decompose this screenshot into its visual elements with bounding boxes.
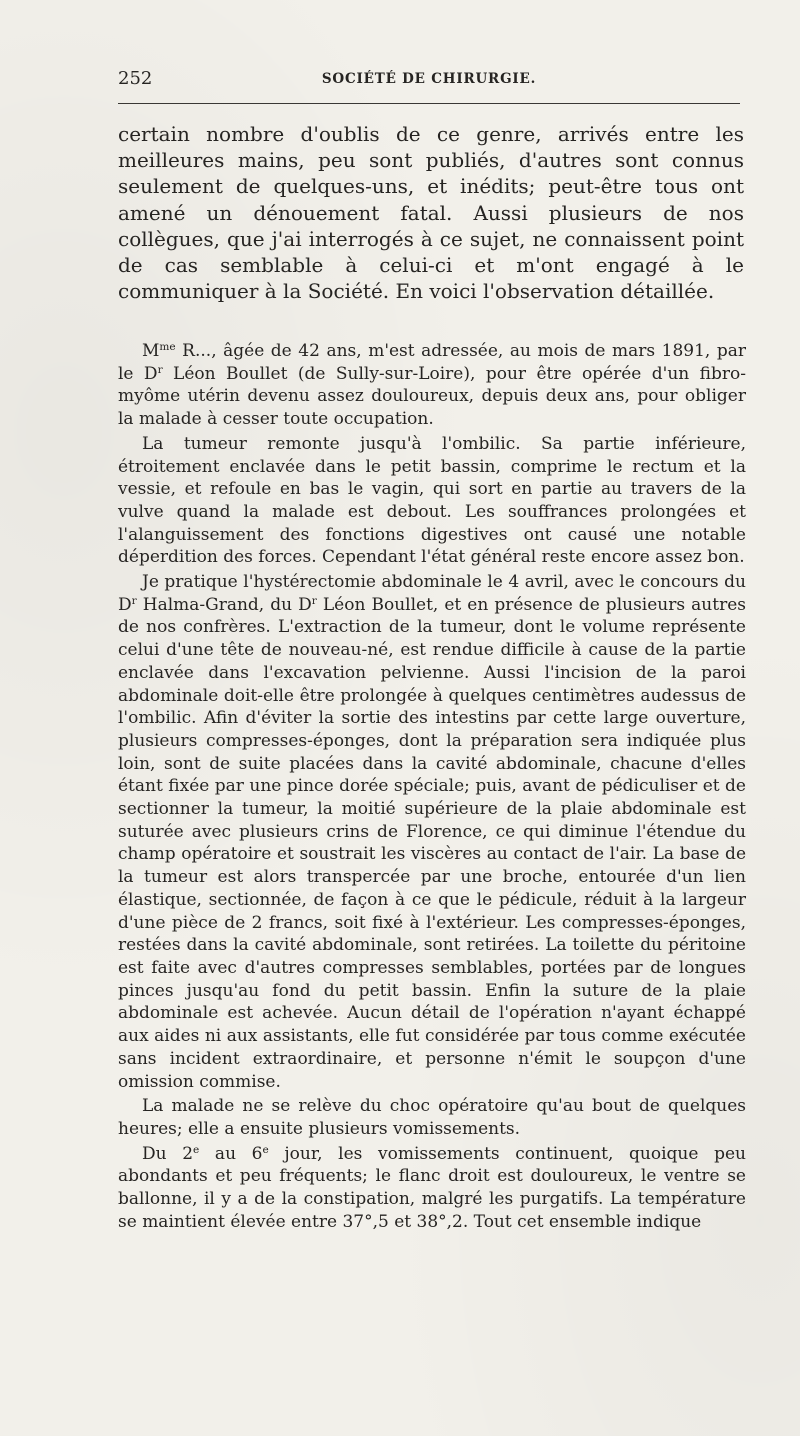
running-title: SOCIÉTÉ DE CHIRURGIE. xyxy=(321,71,537,87)
observation-paragraph-5 xyxy=(118,1143,746,1234)
header-rule xyxy=(118,103,740,104)
p3-text-a: Je pratique l'hystérectomie abdominale le 4 avril, avec le concours du D xyxy=(118,572,746,615)
observation-paragraph-2: La tumeur remonte jusqu'à l'ombilic. Sa partie inférieure, étroitement enclavée dans le petit bassin, comprime le rectum et la vessie, et refoule en bas le vagin, qui sort en partie au travers de la vulve quand la malade est debout. Les souffrances prolongées et l'alanguissement des fonctions digestives ont causé une notable déperdition des forces. Cependant l'état général reste encore assez bon. xyxy=(118,433,746,568)
title-prefix: M xyxy=(142,341,160,361)
p3-sup-b: r xyxy=(311,594,317,607)
p5-text-a: Du 2 xyxy=(142,1143,194,1164)
p3-sup-a: r xyxy=(131,594,137,607)
intro-paragraph xyxy=(118,121,744,304)
p3-text-c: Léon Boullet, et en présence de plusieurs autres de nos confrères. L'extraction de la tumeur, dont le volume représente celui d'une tête de nouveau-né, est rendue difficile à cause de la partie enclavée dans l'excavation pelvienne. Aussi l'incision de la paroi abdominale doit-elle être prolongée à quelques centimètres audessus de l'ombilic. Afin d'éviter la sortie des intestins par cette large ouverture, plusieurs compresses-éponges, dont la préparation sera indiquée plus loin, sont de suite placées dans la cavité abdominale, chacune d'elles étant fixée par une pince dorée spéciale; puis, avant de pédiculiser et de sectionner la tumeur, la moitié supérieure de la plaie abdominale est suturée avec plusieurs crins de Florence, ce qui diminue l'étendue du champ opératoire et soustrait les viscères au contact de l'air. La base de la tumeur est alors transpercée par une broche, entourée d'un lien élastique, sectionnée, de façon à ce que le pédicule, réduit à la largeur d'une pièce de 2 francs, soit fixé à l'extérieur. Les compresses-éponges, restées dans la cavité abdominale, sont retirées. La toilette du péritoine est faite avec d'autres compresses semblables, portées par de longues pinces jusqu'au fond du petit bassin. Enfin la suture de la plaie abdominale est achevée. Aucun détail de l'opération n'ayant échappé aux aides ni aux assistants, elle fut considérée par tous comme exécutée sans incident extraordinaire, et personne n'émit le soupçon d'une omission commise. xyxy=(118,594,746,1092)
p3-text-b: Halma-Grand, du D xyxy=(136,594,312,615)
title-superscript: me xyxy=(159,341,176,354)
observation-paragraph-3 xyxy=(118,571,746,1093)
observation-paragraph-4: La malade ne se relève du choc opératoire qu'au bout de quelques heures; elle a ensuite plusieurs vomissements. xyxy=(118,1096,746,1139)
p1-text-a: R..., âgée de 42 ans, m'est adressée, au mois de mars 1891, par le D xyxy=(118,341,746,384)
p5-sup-a: e xyxy=(193,1143,200,1156)
p5-text-c: jour, les vomissements continuent, quoique peu abondants et peu fréquents; le flanc droit est douloureux, le ventre se ballonne, il y a de la constipation, malgré les purgatifs. La température se maintient élevée entre 37°,5 et 38°,2. Tout cet ensemble indique xyxy=(118,1143,746,1232)
p5-text-b: au 6 xyxy=(199,1143,263,1164)
p5-sup-b: e xyxy=(262,1143,269,1156)
p1-sup-a: r xyxy=(157,363,163,376)
intro-text: certain nombre d'oublis de ce genre, arrivés entre les meilleures mains, peu sont publiés, d'autres sont connus seulement de quelques-uns, et inédits; peut-être tous ont amené un dénouement fatal. Aussi plusieurs de nos collègues, que j'ai interrogés à ce sujet, ne connaissent point de cas semblable à celui-ci et m'ont engagé à le communiquer à la Société. En voici l'observation détaillée. xyxy=(118,122,744,304)
page-number: 252 xyxy=(118,68,153,89)
observation-block xyxy=(118,340,746,1233)
p1-text-b: Léon Boullet (de Sully-sur-Loire), pour être opérée d'un fibro-myôme utérin devenu assez douloureux, depuis deux ans, pour obliger la malade à cesser toute occupation. xyxy=(118,363,746,430)
page-header xyxy=(118,66,740,96)
observation-paragraph-1 xyxy=(118,340,746,431)
